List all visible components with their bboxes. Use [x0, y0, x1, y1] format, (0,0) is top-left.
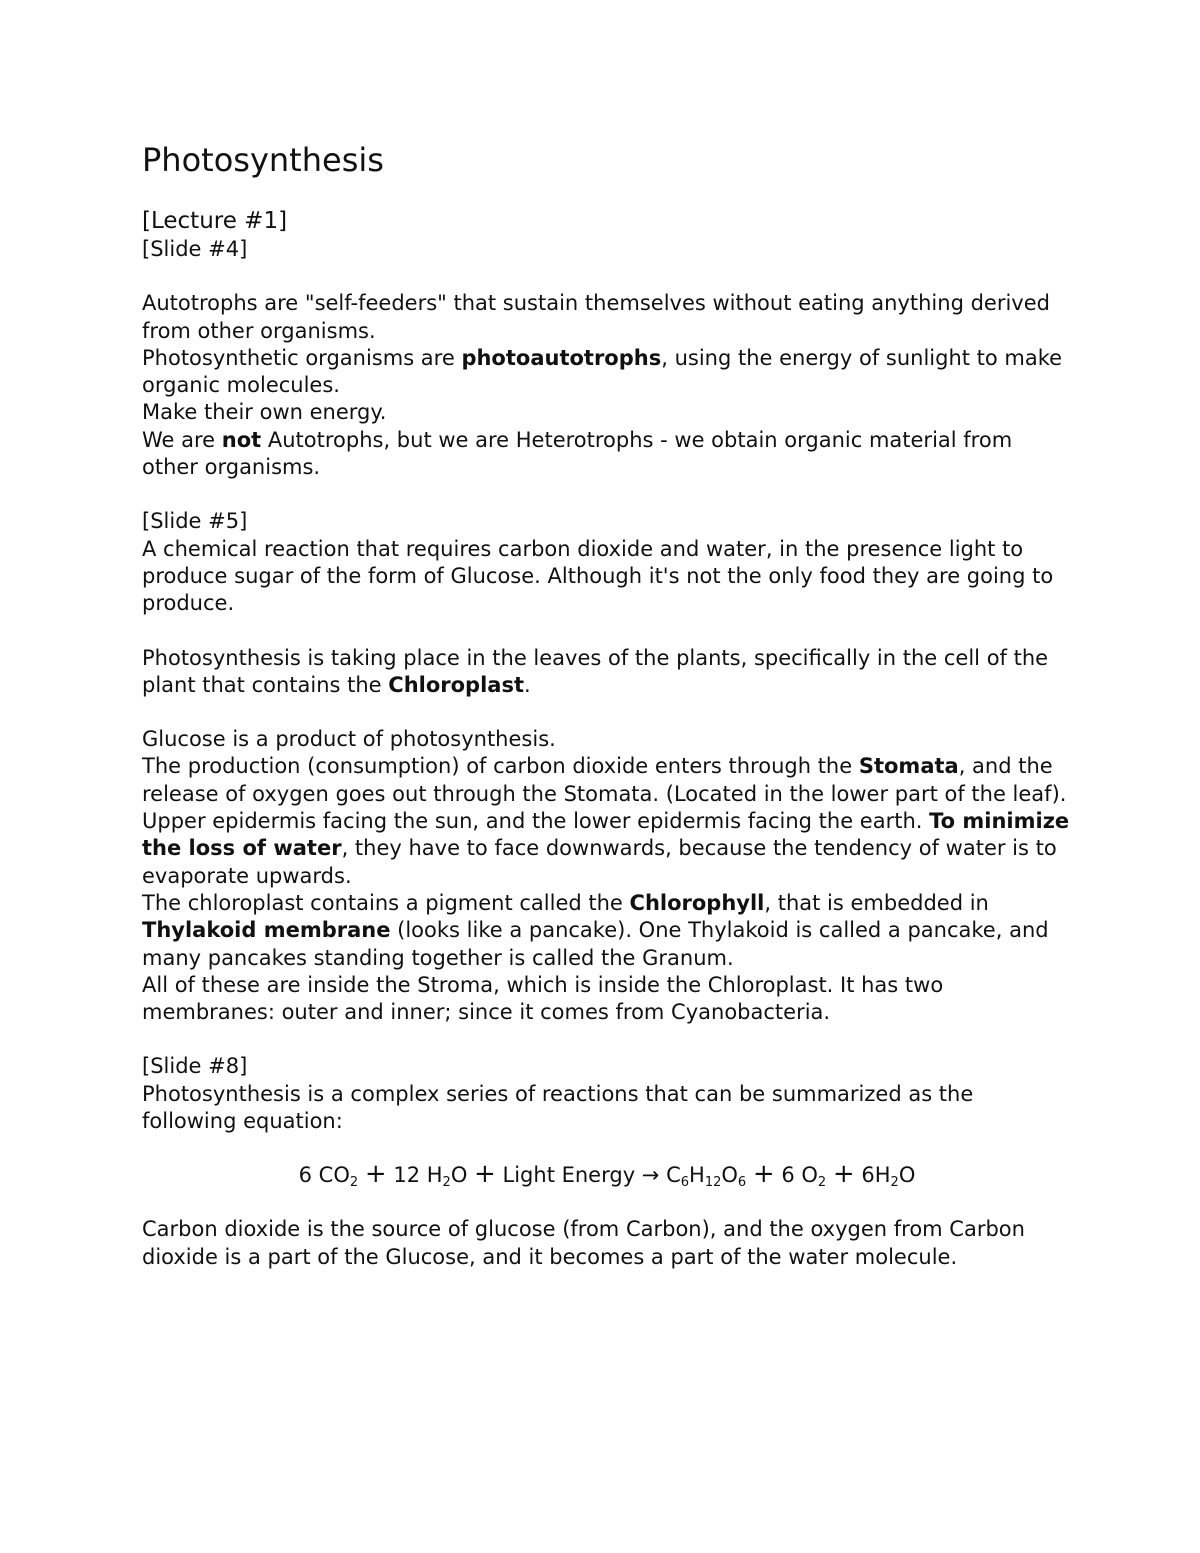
plus-sign: +	[832, 1159, 855, 1190]
equation-subscript: 6	[737, 1175, 747, 1191]
photoautotrophs-paragraph	[142, 345, 1072, 400]
text-run: Autotrophs, but we are Heterotrophs - we obtain organic material from other organisms.	[142, 427, 1013, 480]
slide-4-heading: [Slide #4]	[142, 237, 248, 261]
bold-term: photoautotrophs	[461, 345, 662, 370]
stomata-paragraph	[142, 753, 1072, 808]
slide-8-section	[142, 1053, 1072, 1270]
slide-4-section	[142, 236, 1072, 481]
bold-term: Chloroplast	[388, 672, 524, 697]
bold-term: Stomata	[858, 754, 959, 779]
equation-term: 12 H	[393, 1163, 443, 1188]
plus-sign: +	[364, 1159, 387, 1190]
text-run: , using the energy of sunlight to make organic molecules.	[142, 345, 1063, 398]
text-run: Upper epidermis facing the sun, and the lower epidermis facing the earth.	[142, 809, 930, 834]
text-run: Photosynthetic organisms are	[142, 345, 462, 370]
bold-term: Chlorophyll	[629, 890, 765, 915]
bold-term: not	[221, 427, 262, 452]
carbon-dioxide-paragraph: Carbon dioxide is the source of glucose (from Carbon), and the oxygen from Carbon dioxide is a part of the Glucose, and it becomes a part of the water molecule.	[142, 1217, 1025, 1269]
own-energy-paragraph: Make their own energy.	[142, 400, 387, 425]
bold-term: To minimize the loss of water	[142, 809, 1070, 861]
heterotrophs-paragraph	[142, 427, 1072, 482]
spacer	[142, 263, 1072, 290]
lecture-label: [Lecture #1]	[142, 208, 288, 234]
equation-term: O	[450, 1163, 468, 1188]
equation-subscript: 2	[349, 1175, 359, 1191]
text-run: .	[524, 672, 531, 697]
equation-subscript: 12	[704, 1175, 722, 1191]
text-run: , that is embedded in	[764, 890, 989, 915]
text-run: (looks like a pancake). One Thylakoid is called a pancake, and many pancakes standing together is called the Granum.	[142, 918, 1049, 970]
spacer	[142, 699, 1072, 726]
equation-term: O	[721, 1163, 738, 1188]
equation-subscript: 2	[890, 1175, 899, 1191]
equation-term: 6 O	[781, 1163, 818, 1188]
document-page	[142, 138, 1072, 1271]
text-run: We are	[142, 427, 222, 452]
spacer	[142, 1026, 1072, 1053]
spacer	[142, 481, 1072, 508]
equation-subscript: 2	[817, 1175, 827, 1191]
glucose-paragraph: Glucose is a product of photosynthesis.	[142, 727, 556, 752]
equation-intro-paragraph: Photosynthesis is a complex series of reactions that can be summarized as the following equation:	[142, 1081, 974, 1134]
text-run: , they have to face downwards, because the tendency of water is to evaporate upwards.	[142, 836, 1057, 888]
spacer	[142, 618, 1072, 645]
stroma-paragraph: All of these are inside the Stroma, which is inside the Chloroplast. It has two membranes: outer and inner; since it comes from Cyanobacteria.	[142, 972, 944, 1025]
equation-term: H	[689, 1163, 705, 1188]
equation-term: 6H	[861, 1163, 891, 1188]
autotrophs-paragraph: Autotrophs are "self-feeders" that sustain themselves without eating anything derived from other organisms.	[142, 291, 1050, 343]
slide-5-heading: [Slide #5]	[142, 509, 248, 534]
equation-term: O	[898, 1163, 916, 1188]
chloroplast-paragraph	[142, 645, 1072, 700]
text-run: Photosynthesis is taking place in the leaves of the plants, specifically in the cell of the plant that contains the	[142, 645, 1049, 697]
text-run: The chloroplast contains a pigment called the	[142, 890, 630, 915]
spacer	[142, 1189, 1072, 1216]
equation-term: 6 CO	[298, 1163, 350, 1188]
equation-subscript: 2	[442, 1175, 451, 1191]
slide-8-heading: [Slide #8]	[142, 1054, 248, 1079]
slide-5-section	[142, 508, 1072, 1026]
plus-sign: +	[474, 1159, 496, 1190]
plus-sign: +	[752, 1159, 775, 1190]
chemical-reaction-paragraph: A chemical reaction that requires carbon dioxide and water, in the presence light to produce sugar of the form of Glucose. Although it's not the only food they are going to produce.	[142, 536, 1054, 616]
bold-term: Thylakoid membrane	[142, 918, 391, 943]
text-run: The production (consumption) of carbon dioxide enters through the	[142, 754, 859, 779]
epidermis-paragraph	[142, 808, 1072, 890]
photosynthesis-equation	[142, 1159, 1072, 1191]
equation-term: Light Energy → C	[502, 1163, 681, 1188]
equation-subscript: 6	[680, 1175, 690, 1191]
spacer	[142, 1135, 1072, 1162]
document-title: Photosynthesis	[142, 141, 384, 179]
chlorophyll-paragraph	[142, 890, 1072, 972]
text-run: , and the release of oxygen goes out through the Stomata. (Located in the lower part of the leaf).	[142, 754, 1067, 806]
